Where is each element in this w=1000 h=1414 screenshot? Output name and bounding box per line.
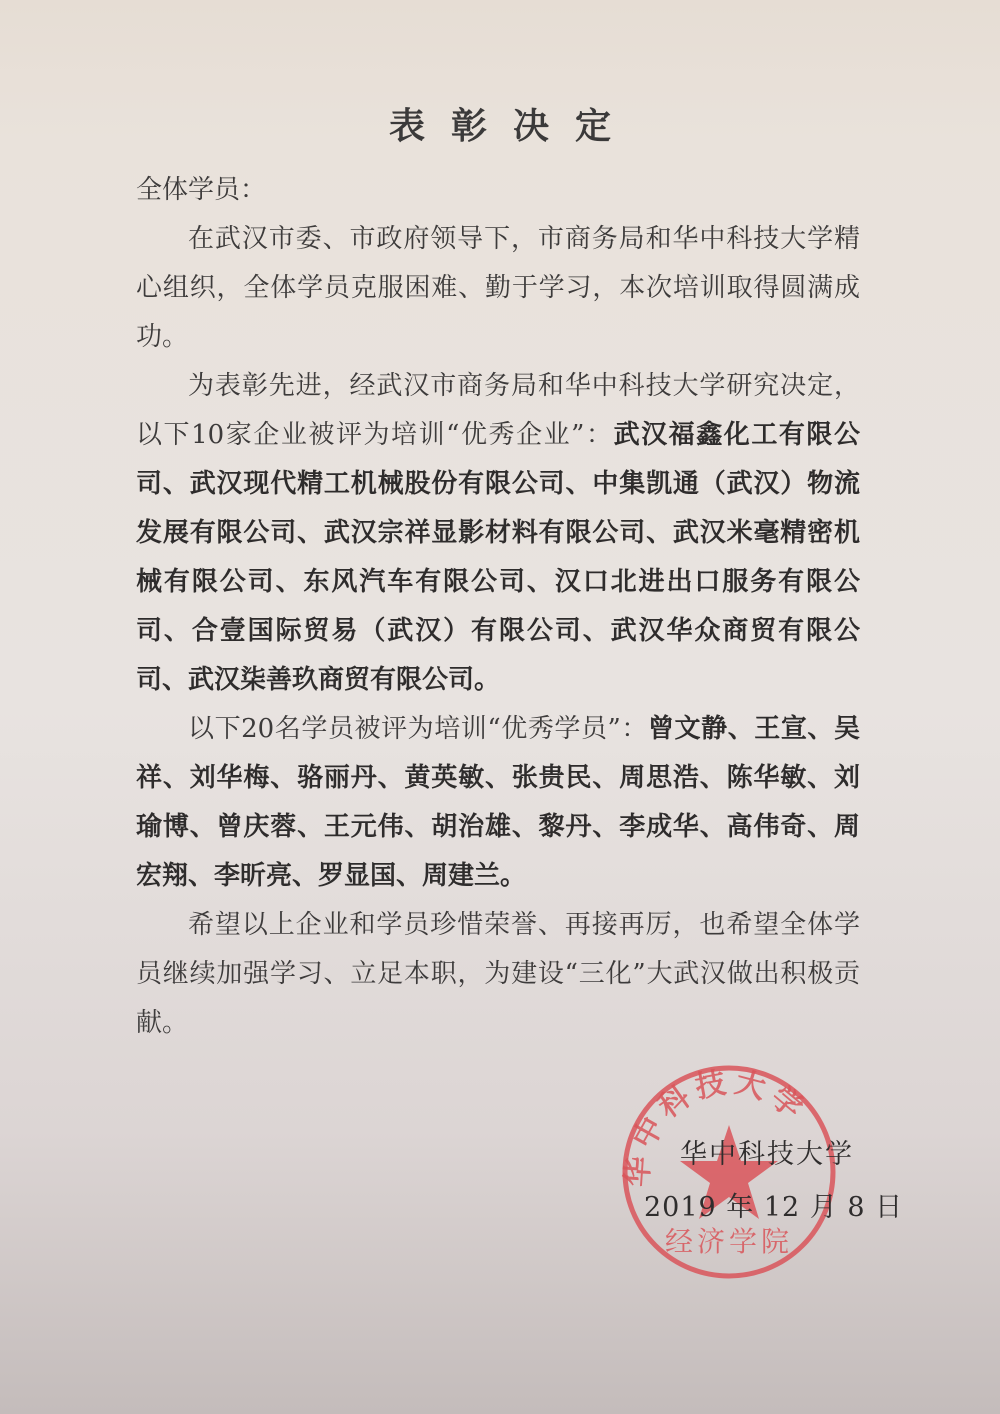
signature-org: 华中科技大学: [680, 1139, 854, 1170]
paragraph-students: [136, 705, 860, 901]
salutation: 全体学员：: [136, 175, 267, 205]
students-list: 曾文静、王宣、吴祥、刘华梅、骆丽丹、黄英敏、张贵民、周思浩、陈华敏、刘瑜博、曾庆蓉、王元伟、胡治雄、黎丹、李成华、高伟奇、周宏翔、李昕亮、罗显国、周建兰。: [136, 714, 860, 891]
signature-date: 2019 年 12 月 8 日: [644, 1192, 904, 1223]
paragraph-companies: [136, 362, 860, 705]
seal-bottom-text: 经济学院: [664, 1225, 794, 1258]
seal-top-text: 华中科技大学: [620, 1064, 814, 1188]
companies-list: 武汉福鑫化工有限公司、武汉现代精工机械股份有限公司、中集凯通（武汉）物流发展有限公司、武汉宗祥显影材料有限公司、武汉米毫精密机械有限公司、东风汽车有限公司、汉口北进出口服务有限公司、合壹国际贸易（武汉）有限公司、武汉华众商贸有限公司、武汉柒善玖商贸有限公司。: [136, 420, 860, 695]
document-title: 表彰决定: [388, 105, 637, 147]
companies-intro: 为表彰先进，经武汉市商务局和华中科技大学研究决定，以下10家企业被评为培训“优秀企业”：: [136, 371, 860, 450]
paragraph-intro: 在武汉市委、市政府领导下，市商务局和华中科技大学精心组织，全体学员克服困难、勤于学习，本次培训取得圆满成功。: [136, 224, 860, 352]
paragraph-closing: 希望以上企业和学员珍惜荣誉、再接再厉，也希望全体学员继续加强学习、立足本职，为建设“三化”大武汉做出积极贡献。: [136, 910, 860, 1038]
official-seal: [620, 1063, 838, 1281]
students-intro: 以下20名学员被评为培训“优秀学员”：: [188, 714, 648, 744]
document-body: [136, 166, 860, 1048]
